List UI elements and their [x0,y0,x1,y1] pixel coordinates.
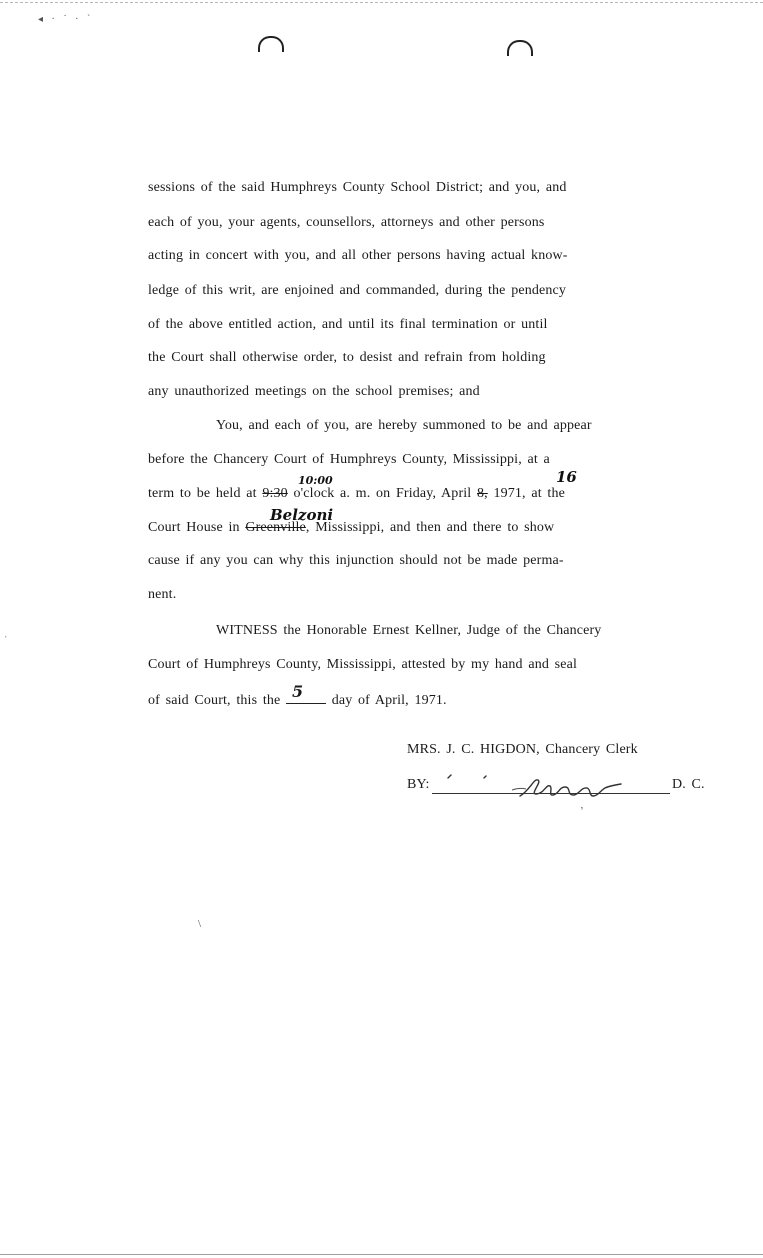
paragraph-2-line-4: Court House in Greenville, Mississippi, and then and there to show [148,520,555,535]
paragraph-3-line-2: Court of Humphreys County, Mississippi, attested by my hand and seal [148,657,578,672]
paragraph-3-line-3: of said Court, this the 5 day of April, 1971. [148,682,447,708]
paragraph-1-line-4: ledge of this writ, are enjoined and commanded, during the pendency [148,283,567,298]
paragraph-1-line-7: any unauthorized meetings on the school premises; and [148,384,480,399]
scan-specks: ◂ · ˙ · ˋ [38,14,94,25]
paragraph-2-line-3: term to be held at 9:30 o'clock a. m. on Friday, April 8, 1971, at the [148,486,565,501]
handwritten-signature [440,770,670,804]
paragraph-2-line-6: nent. [148,587,177,602]
struck-place: Greenville [245,520,306,535]
stray-mark: \ [198,918,202,930]
stray-mark: ʼ [580,805,584,817]
bottom-edge [0,1254,763,1255]
dc-label: D. C. [672,777,705,792]
handwritten-witness-day: 5 [292,682,304,701]
paragraph-1-line-3: acting in concert with you, and all other persons having actual know- [148,248,568,263]
clerk-name: MRS. J. C. HIGDON, Chancery Clerk [407,742,638,757]
paragraph-2-line-5: cause if any you can why this injunction should not be made perma- [148,553,564,568]
perforation-edge [0,2,763,3]
struck-time: 9:30 [262,486,288,501]
paragraph-1-line-5: of the above entitled action, and until its final termination or until [148,317,548,332]
paragraph-2-line-1: You, and each of you, are hereby summoned to be and appear [216,418,592,433]
handwritten-time: 10:00 [298,474,333,487]
binder-hole-right [507,40,533,56]
handwritten-place: Belzoni [270,506,334,524]
handwritten-day: 16 [556,468,577,486]
paragraph-3-line-1: WITNESS the Honorable Ernest Kellner, Judge of the Chancery [216,623,602,638]
paragraph-1-line-6: the Court shall otherwise order, to desist and refrain from holding [148,350,546,365]
paragraph-1-line-1: sessions of the said Humphreys County School District; and you, and [148,180,567,195]
paragraph-2-line-2: before the Chancery Court of Humphreys County, Mississippi, at a [148,452,550,467]
binder-hole-left [258,36,284,52]
stray-mark: ˈ [4,634,8,646]
paragraph-1-line-2: each of you, your agents, counsellors, attorneys and other persons [148,215,545,230]
by-label: BY: [407,777,430,792]
date-blank [286,682,326,704]
struck-day: 8, [477,486,488,501]
